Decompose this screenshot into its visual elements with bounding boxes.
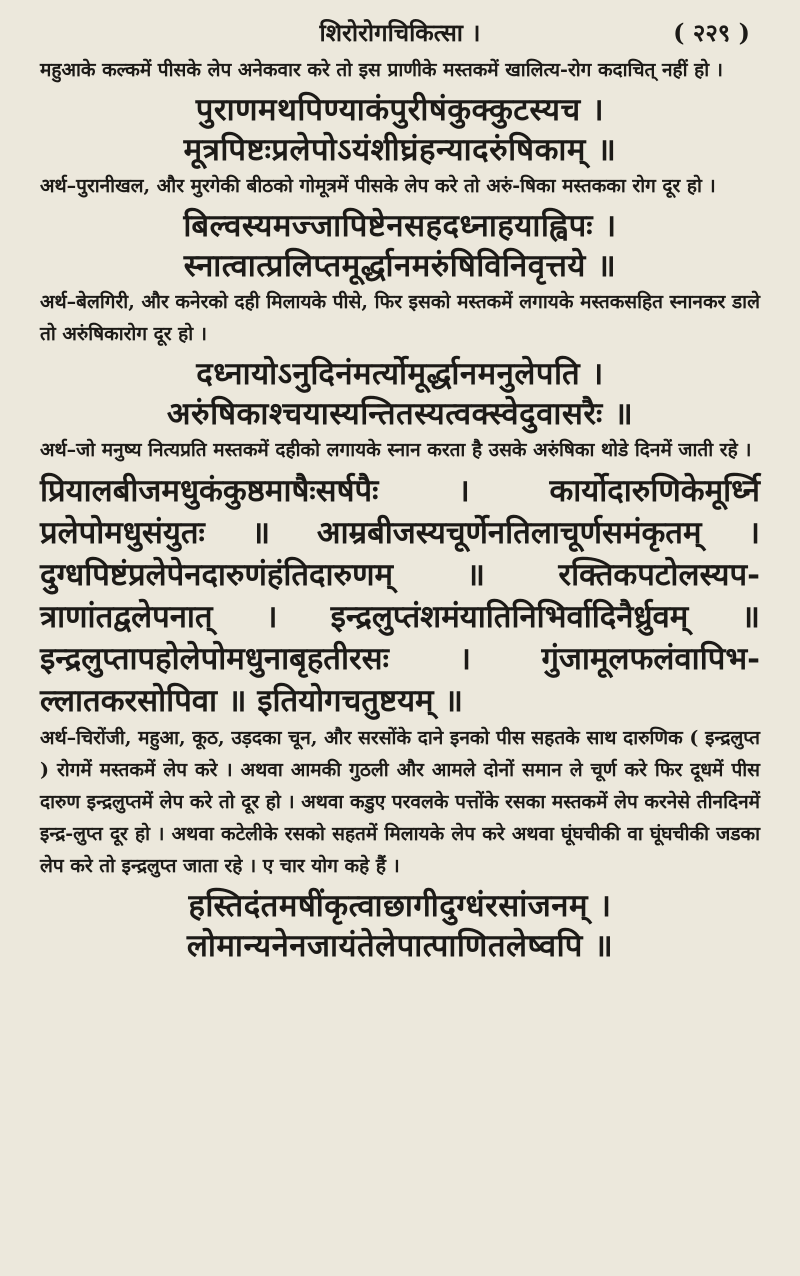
page-number: ( २२९ )	[673, 18, 750, 47]
prose-paragraph: अर्थ–चिरोंजी, महुआ, कूठ, उड़दका चून, और सरसोंके दाने इनको पीस सहतके साथ दारुणिक ( इन्द्रलुप्त ) रोगमें मस्तकमें लेप करे । अथवा आमकी गुठली और आमले दोनों समान ले चूर्ण करे फिर दूधमें पीस दारुण इन्द्रलुप्तमें लेप करे तो दूर हो । अथवा कडुए परवलके पत्तोंके रसका मस्तकमें लेप करनेसे तीनदिनमें इन्द्र-लुप्त दूर हो । अथवा कटेलीके रसको सहतमें मिलायके लेप करे अथवा घूंघचीकी वा घूंघचीकी जडका लेप करे तो इन्द्रलुप्त जाता रहे । ए चार योग कहे हैं ।	[40, 727, 760, 877]
page-header	[40, 8, 760, 54]
verse-line: हस्तिदंतमषींकृत्वाछागीदुग्धंरसांजनम् ।	[188, 888, 612, 924]
verse-line: पुराणमथपिण्याकंपुरीषंकुक्कुटस्यच ।	[195, 92, 605, 128]
prose-paragraph: अर्थ–जो मनुष्य नित्यप्रति मस्तकमें दहीको लगायके स्नान करता है उसके अरुंषिका थोडे दिनमें जाती रहे ।	[40, 439, 752, 461]
verse-paragraph: प्रियालबीजमधुकंकुष्ठमाषैःसर्षपैः । कार्योदारुणिकेमूर्ध्नि प्रलेपोमधुसंयुतः ॥ आम्रबीजस्यचूर्णेनतिलाचूर्णसमंकृतम् । दुग्धपिष्टंप्रलेपेनदारुणंहंतिदारुणम् ॥ रक्तिकपटोलस्यप-त्राणांतद्वलेपनात् । इन्द्रलुप्तंशमंयातिनिभिर्वादिनैर्ध्रुवम् ॥ इन्द्रलुप्तापहोलेपोमधुनाबृहतीरसः । गुंजामूलफलंवापिभ-ल्लातकरसोपिवा ॥ इतियोगचतुष्टयम् ॥	[40, 473, 760, 719]
running-title: शिरोरोगचिकित्सा ।	[319, 18, 481, 47]
verse-line: लोमान्यनेनजायंतेलेपात्पाणितलेष्वपि ॥	[186, 928, 614, 964]
verse-line: दध्नायोऽनुदिनंमर्त्योमूर्द्धानमनुलेपति ।	[196, 356, 604, 392]
verse-line: अरुंषिकाश्चयास्यन्तितस्यत्वक्स्वेदुवासरैः ॥	[166, 396, 634, 432]
verse-line: स्नात्वात्प्रलिप्तमूर्द्धानमरुंषिविनिवृत्तये ॥	[183, 248, 617, 284]
prose-paragraph: अर्थ–बेलगिरी, और कनेरको दही मिलायके पीसे, फिर इसको मस्तकमें लगायके मस्तकसहित स्नानकर डाले तो अरुंषिकारोग दूर हो ।	[40, 291, 760, 345]
prose-paragraph: अर्थ–पुरानीखल, और मुरगेकी बीठको गोमूत्रमें पीसके लेप करे तो अरुं-षिका मस्तकका रोग दूर हो ।	[40, 175, 716, 197]
prose-paragraph: महुआके कल्कमें पीसके लेप अनेकवार करे तो इस प्राणीके मस्तकमें खालित्य-रोग कदाचित् नहीं हो ।	[40, 59, 723, 81]
verse-line: मूत्रपिष्टःप्रलेपोऽयंशीघ्रंहन्यादरुंषिकाम् ॥	[183, 132, 617, 168]
verse-line: बिल्वस्यमज्जापिष्टेनसहदध्नाहयाह्विपः ।	[183, 208, 617, 244]
